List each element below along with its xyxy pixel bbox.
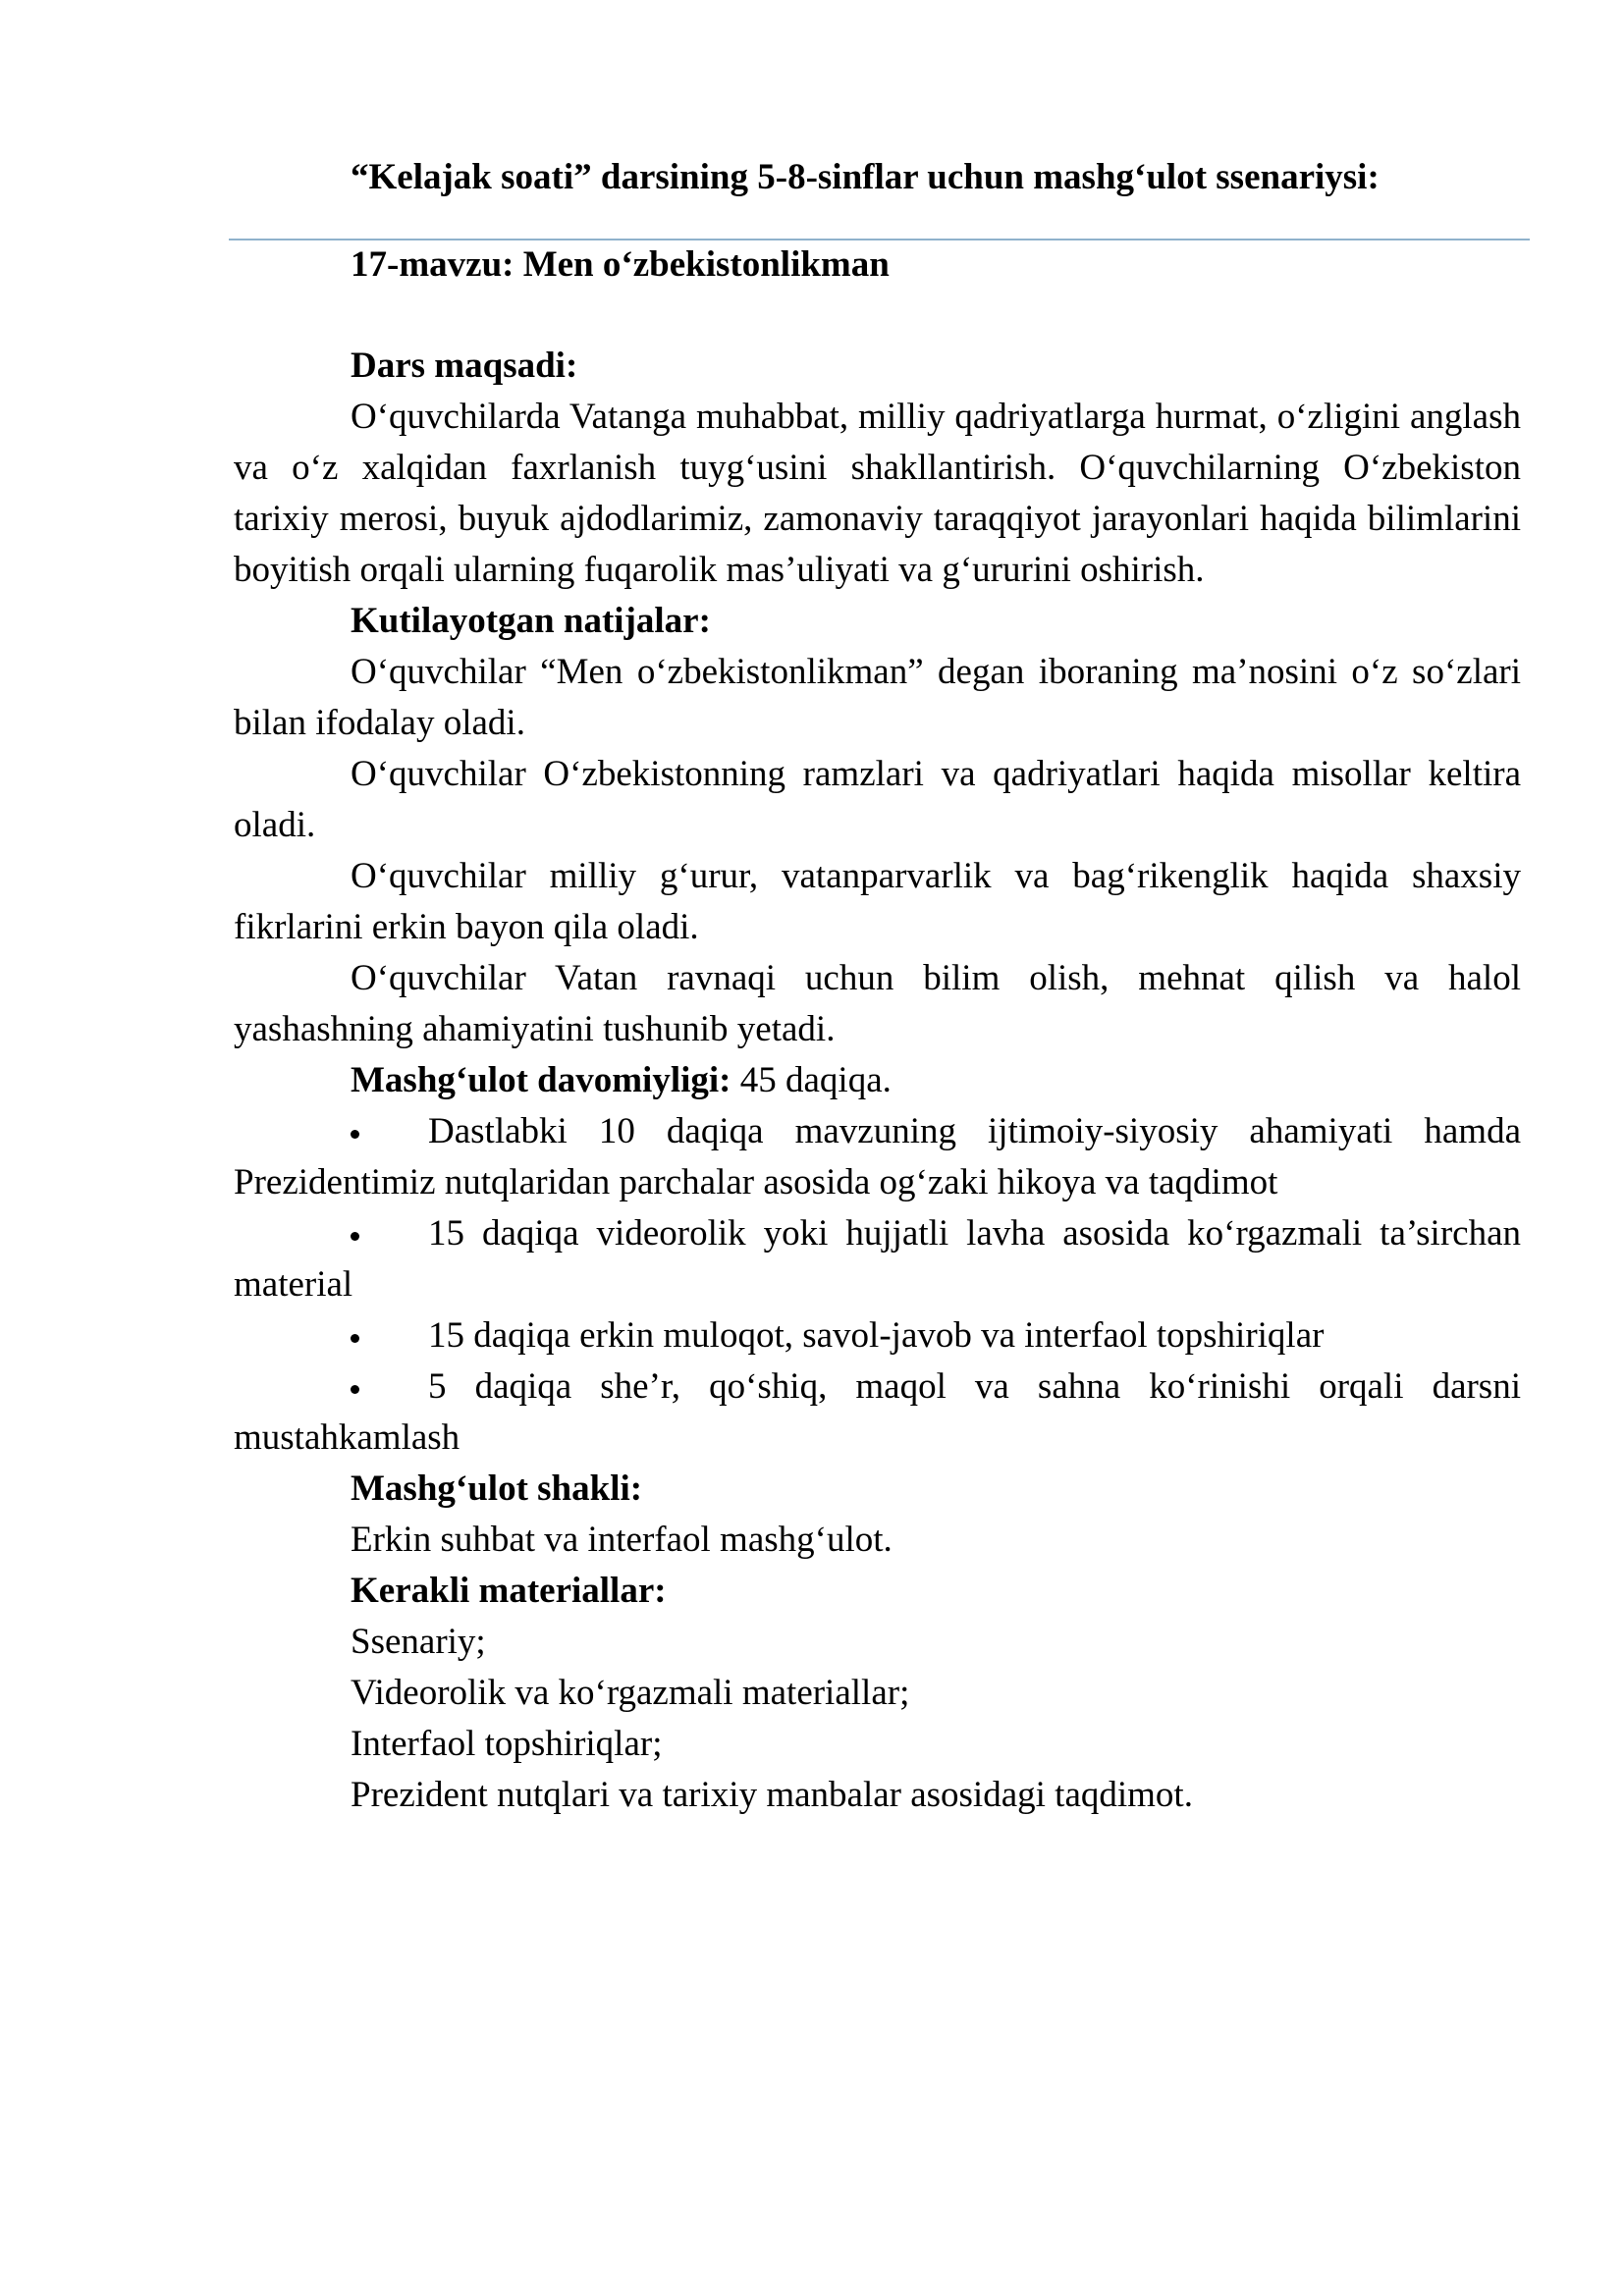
bullet-text: Dastlabki 10 daqiqa mavzuning ijtimoiy-siyosiy ahamiyati hamda Prezidentimiz nutqlaridan parchalar asosida og‘zaki hikoya va taqdimot <box>234 1111 1521 1202</box>
material-item: Prezident nutqlari va tarixiy manbalar asosidagi taqdimot. <box>351 1775 1193 1815</box>
results-heading: Kutilayotgan natijalar: <box>351 601 711 641</box>
duration-value: 45 daqiqa. <box>731 1060 892 1100</box>
bullet-icon <box>351 1310 428 1362</box>
result-item: O‘quvchilar “Men o‘zbekistonlikman” degan iboraning ma’nosini o‘z so‘zlari bilan ifodalay oladi. <box>234 652 1521 743</box>
bullet-icon <box>351 1208 428 1259</box>
document-title: “Kelajak soati” darsining 5-8-sinflar uchun mashg‘ulot ssenariysi: <box>351 157 1380 197</box>
result-item: O‘quvchilar O‘zbekistonning ramzlari va qadriyatlari haqida misollar keltira oladi. <box>234 754 1521 845</box>
document-body <box>234 341 1521 1821</box>
material-item: Videorolik va ko‘rgazmali materiallar; <box>351 1673 910 1713</box>
result-item: O‘quvchilar milliy g‘urur, vatanparvarlik va bag‘rikenglik haqida shaxsiy fikrlarini erkin bayon qila oladi. <box>234 856 1521 947</box>
duration-line <box>234 1055 1521 1106</box>
duration-label: Mashg‘ulot davomiyligi: <box>351 1060 731 1100</box>
duration-bullet <box>234 1106 1521 1208</box>
goal-heading: Dars maqsadi: <box>351 346 578 386</box>
duration-bullet <box>234 1208 1521 1310</box>
bullet-icon <box>351 1362 428 1413</box>
material-item: Ssenariy; <box>351 1622 486 1662</box>
form-text: Erkin suhbat va interfaol mashg‘ulot. <box>351 1520 893 1560</box>
material-item: Interfaol topshiriqlar; <box>351 1724 663 1764</box>
form-heading: Mashg‘ulot shakli: <box>351 1468 643 1509</box>
bullet-text: 5 daqiqa she’r, qo‘shiq, maqol va sahna ko‘rinishi orqali darsni mustahkamlash <box>234 1366 1521 1458</box>
duration-bullet <box>234 1310 1521 1362</box>
materials-heading: Kerakli materiallar: <box>351 1571 667 1611</box>
bullet-text: 15 daqiqa erkin muloqot, savol-javob va interfaol topshiriqlar <box>428 1315 1325 1356</box>
duration-bullet <box>234 1362 1521 1464</box>
goal-paragraph: O‘quvchilarda Vatanga muhabbat, milliy qadriyatlarga hurmat, o‘zligini anglash va o‘z xalqidan faxrlanish tuyg‘usini shakllantirish. O‘quvchilarning O‘zbekiston tarixiy merosi, buyuk ajdodlarimiz, zamonaviy taraqqiyot jarayonlari haqida bilimlarini boyitish orqali ularning fuqarolik mas’uliyati va g‘ururini oshirish. <box>234 397 1521 590</box>
result-item: O‘quvchilar Vatan ravnaqi uchun bilim olish, mehnat qilish va halol yashashning ahamiyatini tushunib yetadi. <box>234 958 1521 1049</box>
bullet-text: 15 daqiqa videorolik yoki hujjatli lavha asosida ko‘rgazmali ta’sirchan material <box>234 1213 1521 1305</box>
bullet-icon <box>351 1106 428 1157</box>
topic-heading: 17-mavzu: Men o‘zbekistonlikman <box>351 244 890 285</box>
